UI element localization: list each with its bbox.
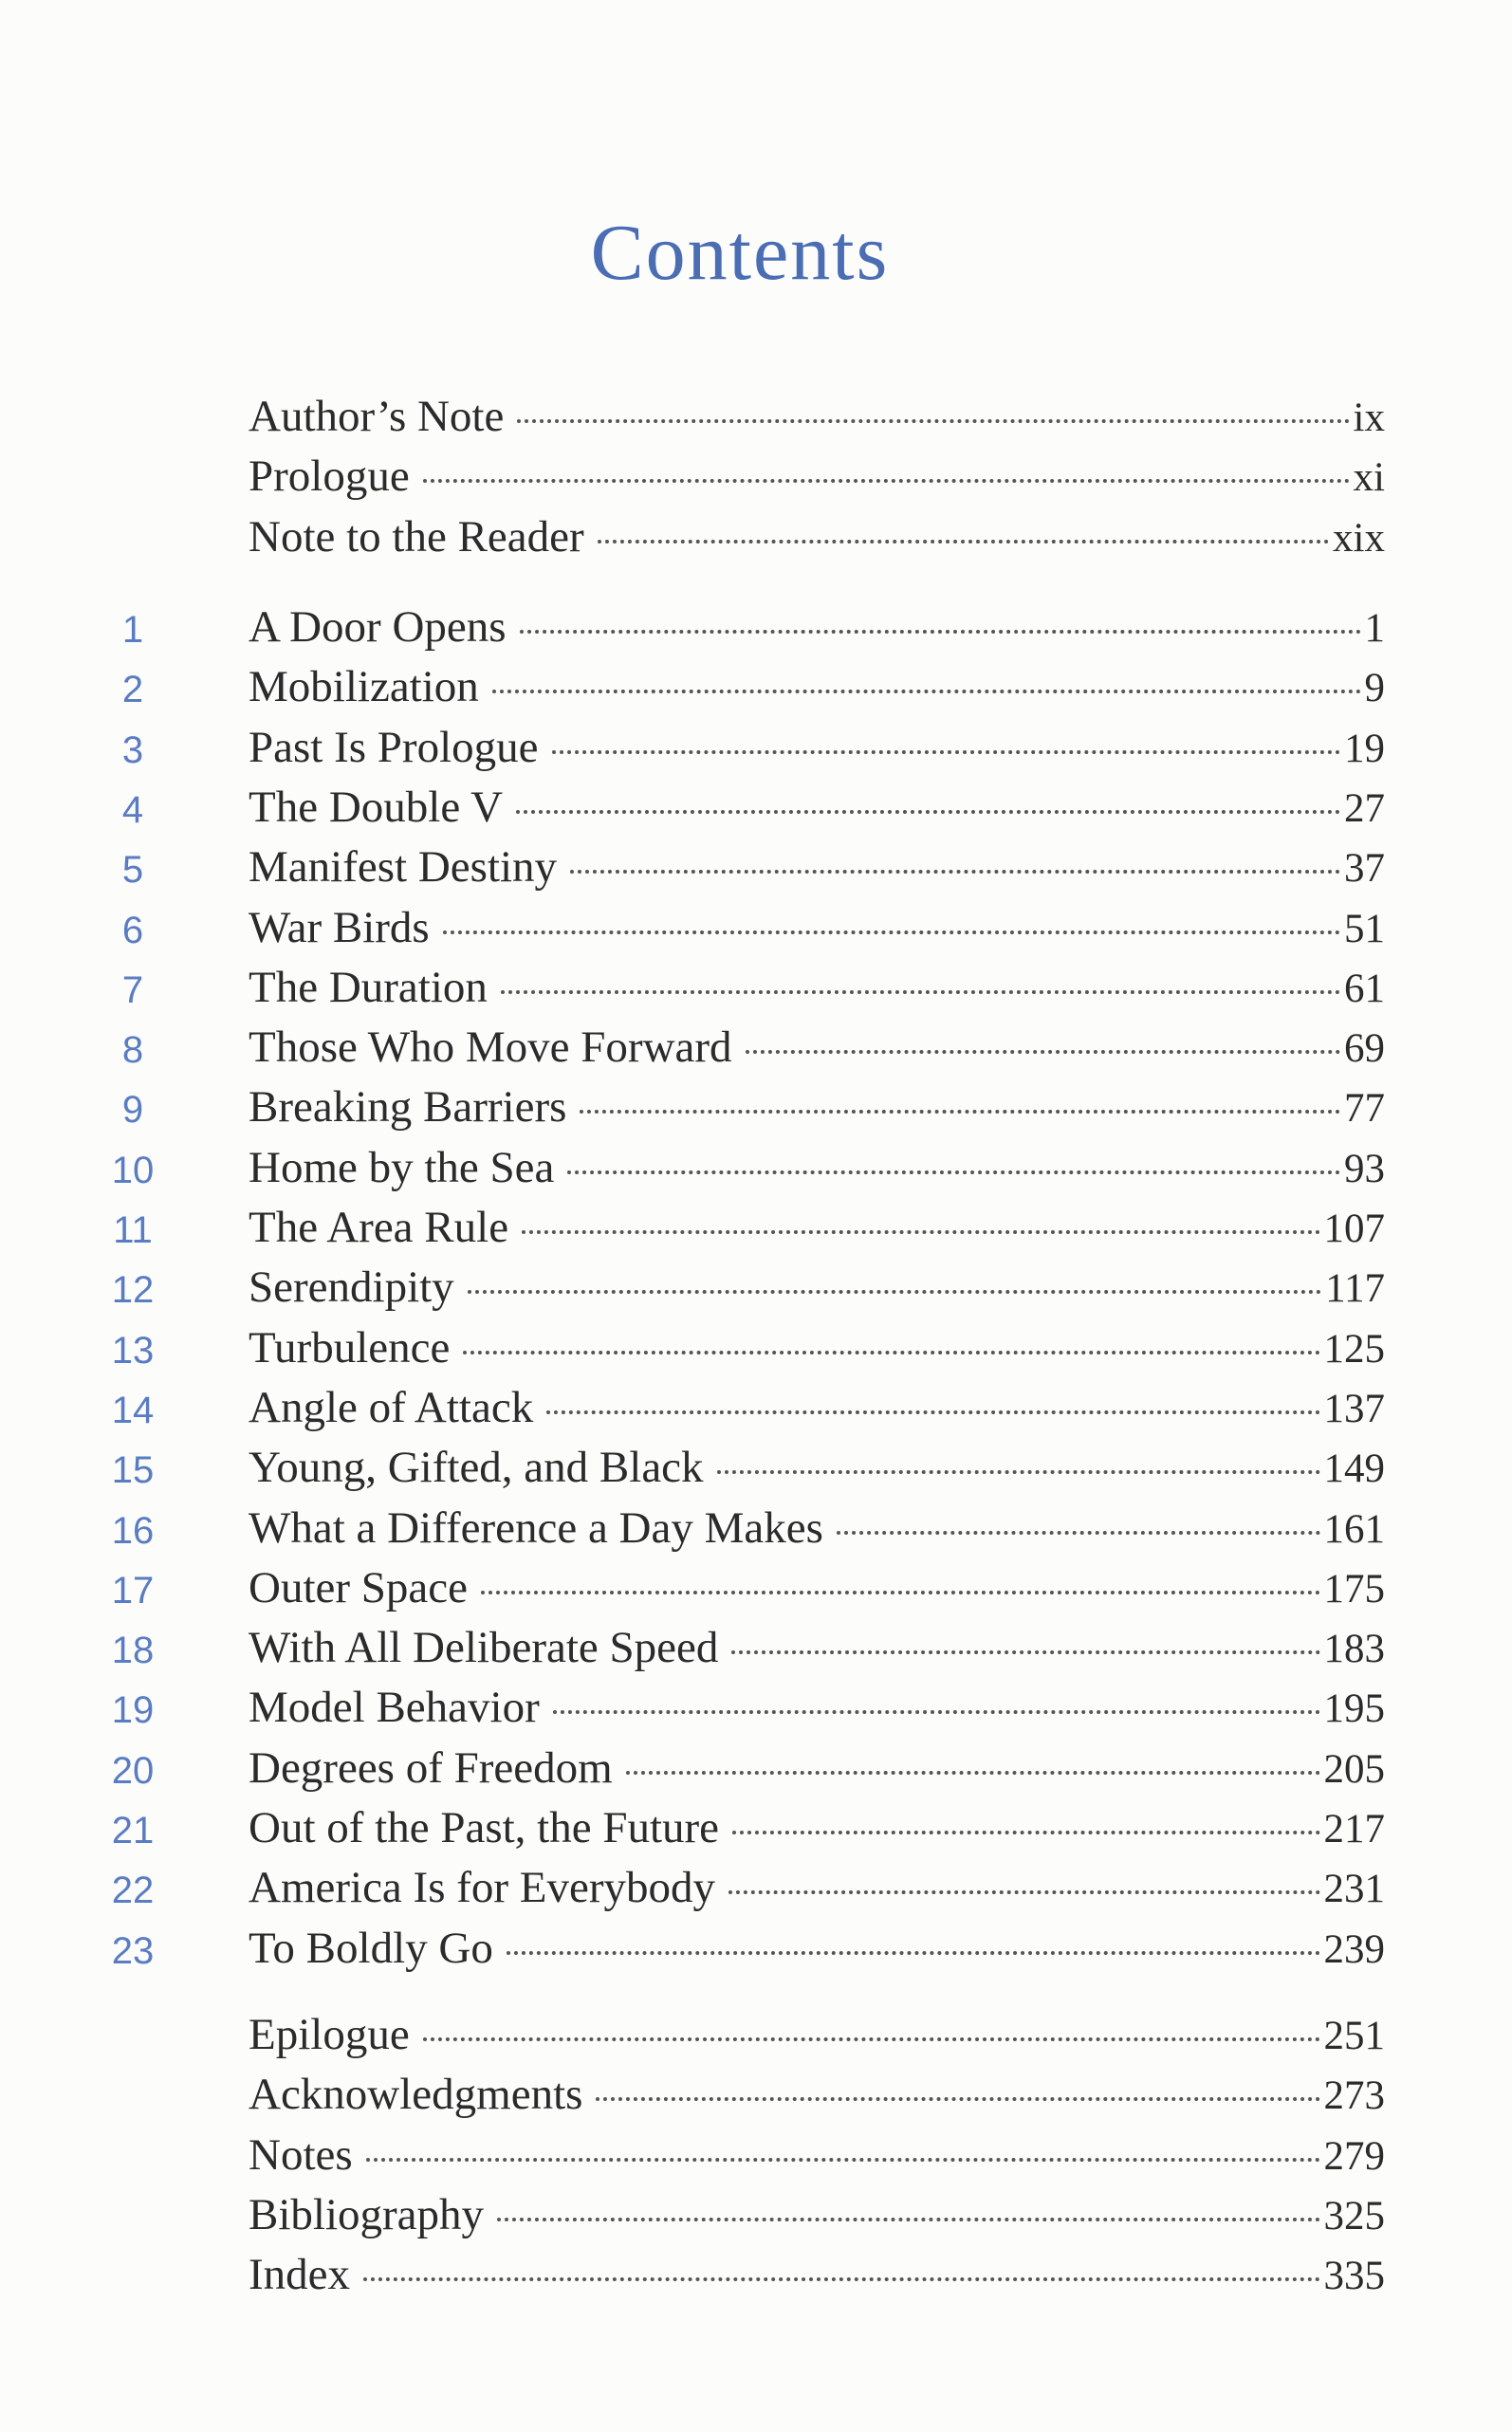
dot-leader [423, 479, 1350, 483]
dot-leader [423, 2037, 1320, 2041]
chapter-number: 15 [111, 1449, 155, 1492]
dot-leader [443, 930, 1340, 934]
page-number: 325 [1323, 2193, 1385, 2239]
page-number: 137 [1323, 1386, 1385, 1431]
page-number: 231 [1323, 1867, 1385, 1912]
chapter-number: 21 [111, 1810, 155, 1852]
chapters-entry[interactable] [0, 1442, 1512, 1499]
chapters-entry[interactable] [0, 1322, 1512, 1379]
entry-title: Turbulence [249, 1322, 451, 1373]
dot-leader [522, 1230, 1319, 1234]
page-number: 107 [1323, 1207, 1385, 1251]
entry-title: War Birds [249, 902, 430, 952]
front_matter-entry[interactable] [0, 511, 1512, 568]
page-number: 239 [1323, 1926, 1385, 1972]
dot-leader [366, 2158, 1320, 2162]
chapter-number: 5 [121, 849, 144, 892]
page-number: 161 [1323, 1506, 1385, 1552]
chapter-number: 8 [121, 1029, 144, 1072]
chapters-entry[interactable] [0, 1142, 1512, 1199]
entry-title: Epilogue [249, 2010, 410, 2059]
entry-title: With All Deliberate Speed [249, 1623, 719, 1673]
page-number: 117 [1325, 1266, 1385, 1312]
back_matter-entry[interactable] [0, 2249, 1512, 2306]
dot-leader [492, 690, 1361, 693]
chapters-entry[interactable] [0, 1682, 1512, 1739]
dot-leader [598, 540, 1329, 544]
entry-title: Serendipity [249, 1262, 454, 1313]
dot-leader [497, 2218, 1319, 2221]
dot-leader [520, 630, 1361, 634]
back_matter-entry[interactable] [0, 2069, 1512, 2126]
entry-title: Mobilization [249, 662, 479, 712]
page-number: 69 [1344, 1026, 1385, 1072]
page-number: ix [1353, 396, 1385, 440]
entry-title: Home by the Sea [249, 1142, 555, 1192]
page-title: Contents [590, 209, 890, 297]
entry-title: Acknowledgments [249, 2070, 583, 2120]
chapter-number: 19 [111, 1689, 155, 1732]
chapters-entry[interactable] [0, 661, 1512, 718]
dot-leader [517, 419, 1349, 423]
chapter-number: 1 [121, 609, 144, 651]
chapters-entry[interactable] [0, 1202, 1512, 1259]
entry-title: Note to the Reader [249, 511, 584, 562]
chapters-entry[interactable] [0, 601, 1512, 658]
chapters-entry[interactable] [0, 1742, 1512, 1799]
chapters-entry[interactable] [0, 1382, 1512, 1439]
back_matter-entry[interactable] [0, 2129, 1512, 2186]
chapter-number: 14 [111, 1389, 155, 1431]
dot-leader [626, 1771, 1320, 1775]
entry-title: Outer Space [249, 1562, 468, 1612]
page-number: 19 [1344, 726, 1385, 771]
dot-leader [570, 870, 1340, 874]
chapter-number: 6 [121, 909, 144, 951]
chapter-number: 18 [111, 1630, 155, 1672]
page-number: xi [1353, 455, 1385, 501]
chapter-number: 16 [111, 1509, 155, 1552]
page-number: 175 [1323, 1566, 1385, 1612]
chapters-entry[interactable] [0, 1562, 1512, 1619]
entry-title: Model Behavior [249, 1683, 540, 1733]
back_matter-entry[interactable] [0, 2009, 1512, 2066]
entry-title: The Double V [249, 782, 504, 832]
entry-title: To Boldly Go [249, 1923, 493, 1973]
chapter-number: 13 [111, 1329, 155, 1372]
dot-leader [363, 2277, 1319, 2281]
dot-leader [507, 1951, 1320, 1955]
page-number: 51 [1344, 906, 1385, 951]
dot-leader [553, 1710, 1320, 1714]
page-number: 27 [1344, 785, 1385, 831]
page-number: 195 [1323, 1686, 1385, 1732]
entry-title: Prologue [249, 451, 410, 502]
chapters-entry[interactable] [0, 841, 1512, 898]
chapter-number: 7 [121, 968, 144, 1011]
page-number: 9 [1364, 666, 1385, 711]
entry-title: Out of the Past, the Future [249, 1803, 720, 1852]
page-number: 279 [1323, 2133, 1385, 2179]
page-number: 93 [1344, 1146, 1385, 1191]
front_matter-entry[interactable] [0, 451, 1512, 507]
entry-title: A Door Opens [249, 602, 507, 652]
dot-leader [501, 990, 1340, 994]
dot-leader [728, 1890, 1319, 1894]
chapter-number: 4 [121, 788, 144, 831]
chapters-entry[interactable] [0, 1802, 1512, 1859]
dot-leader [732, 1831, 1319, 1834]
dot-leader [468, 1290, 1321, 1294]
dot-leader [746, 1050, 1340, 1054]
dot-leader [717, 1470, 1320, 1474]
dot-leader [463, 1351, 1319, 1354]
page-number: 205 [1323, 1746, 1385, 1792]
chapters-entry[interactable] [0, 1262, 1512, 1318]
chapters-entry[interactable] [0, 722, 1512, 779]
dot-leader [837, 1531, 1320, 1535]
entry-title: The Area Rule [249, 1203, 509, 1252]
dot-leader [552, 750, 1341, 754]
chapters-entry[interactable] [0, 962, 1512, 1019]
dot-leader [596, 2097, 1319, 2101]
entry-title: America Is for Everybody [249, 1863, 716, 1913]
dot-leader [580, 1110, 1340, 1114]
page-number: 77 [1344, 1086, 1385, 1132]
page-number: 61 [1344, 966, 1385, 1011]
entry-title: Past Is Prologue [249, 722, 539, 772]
page-number: 125 [1323, 1326, 1385, 1372]
entry-title: Notes [249, 2129, 353, 2180]
page-number: 1 [1364, 606, 1385, 651]
chapter-number: 23 [111, 1929, 155, 1972]
entry-title: Author’s Note [249, 392, 505, 441]
chapters-entry[interactable] [0, 1502, 1512, 1559]
chapters-entry[interactable] [0, 1862, 1512, 1919]
chapters-entry[interactable] [0, 1622, 1512, 1679]
chapters-entry[interactable] [0, 902, 1512, 959]
entry-title: Angle of Attack [249, 1382, 534, 1432]
chapter-number: 17 [111, 1569, 155, 1612]
entry-title: The Duration [249, 962, 488, 1012]
dot-leader [481, 1591, 1320, 1594]
chapter-number: 22 [111, 1870, 155, 1912]
chapter-number: 3 [121, 728, 144, 771]
page-number: xix [1333, 515, 1385, 561]
chapter-number: 9 [121, 1089, 144, 1132]
chapter-number: 11 [113, 1209, 153, 1251]
dot-leader [567, 1170, 1340, 1174]
dot-leader [516, 810, 1340, 814]
front_matter-entry[interactable] [0, 391, 1512, 448]
page-number: 217 [1323, 1807, 1385, 1852]
dot-leader [731, 1650, 1319, 1654]
chapter-number: 12 [111, 1269, 155, 1312]
page-number: 37 [1344, 846, 1385, 892]
back_matter-entry[interactable] [0, 2189, 1512, 2246]
entry-title: Index [249, 2250, 351, 2300]
entry-title: Those Who Move Forward [249, 1023, 732, 1073]
entry-title: What a Difference a Day Makes [249, 1502, 823, 1553]
entry-title: Bibliography [249, 2189, 485, 2239]
page-number: 183 [1323, 1627, 1385, 1672]
entry-title: Manifest Destiny [249, 842, 558, 893]
chapter-number: 20 [111, 1749, 155, 1792]
entry-title: Young, Gifted, and Black [249, 1443, 704, 1493]
chapter-number: 10 [111, 1149, 155, 1191]
page-number: 149 [1323, 1446, 1385, 1492]
entry-title: Degrees of Freedom [249, 1742, 613, 1793]
page-number: 251 [1323, 2014, 1385, 2058]
chapters-entry[interactable] [0, 1081, 1512, 1138]
chapters-entry[interactable] [0, 1923, 1512, 1980]
chapters-entry[interactable] [0, 782, 1512, 838]
page-number: 335 [1323, 2254, 1385, 2299]
chapters-entry[interactable] [0, 1022, 1512, 1078]
entry-title: Breaking Barriers [249, 1082, 567, 1133]
dot-leader [546, 1410, 1319, 1414]
page-number: 273 [1323, 2073, 1385, 2119]
chapter-number: 2 [121, 669, 144, 711]
